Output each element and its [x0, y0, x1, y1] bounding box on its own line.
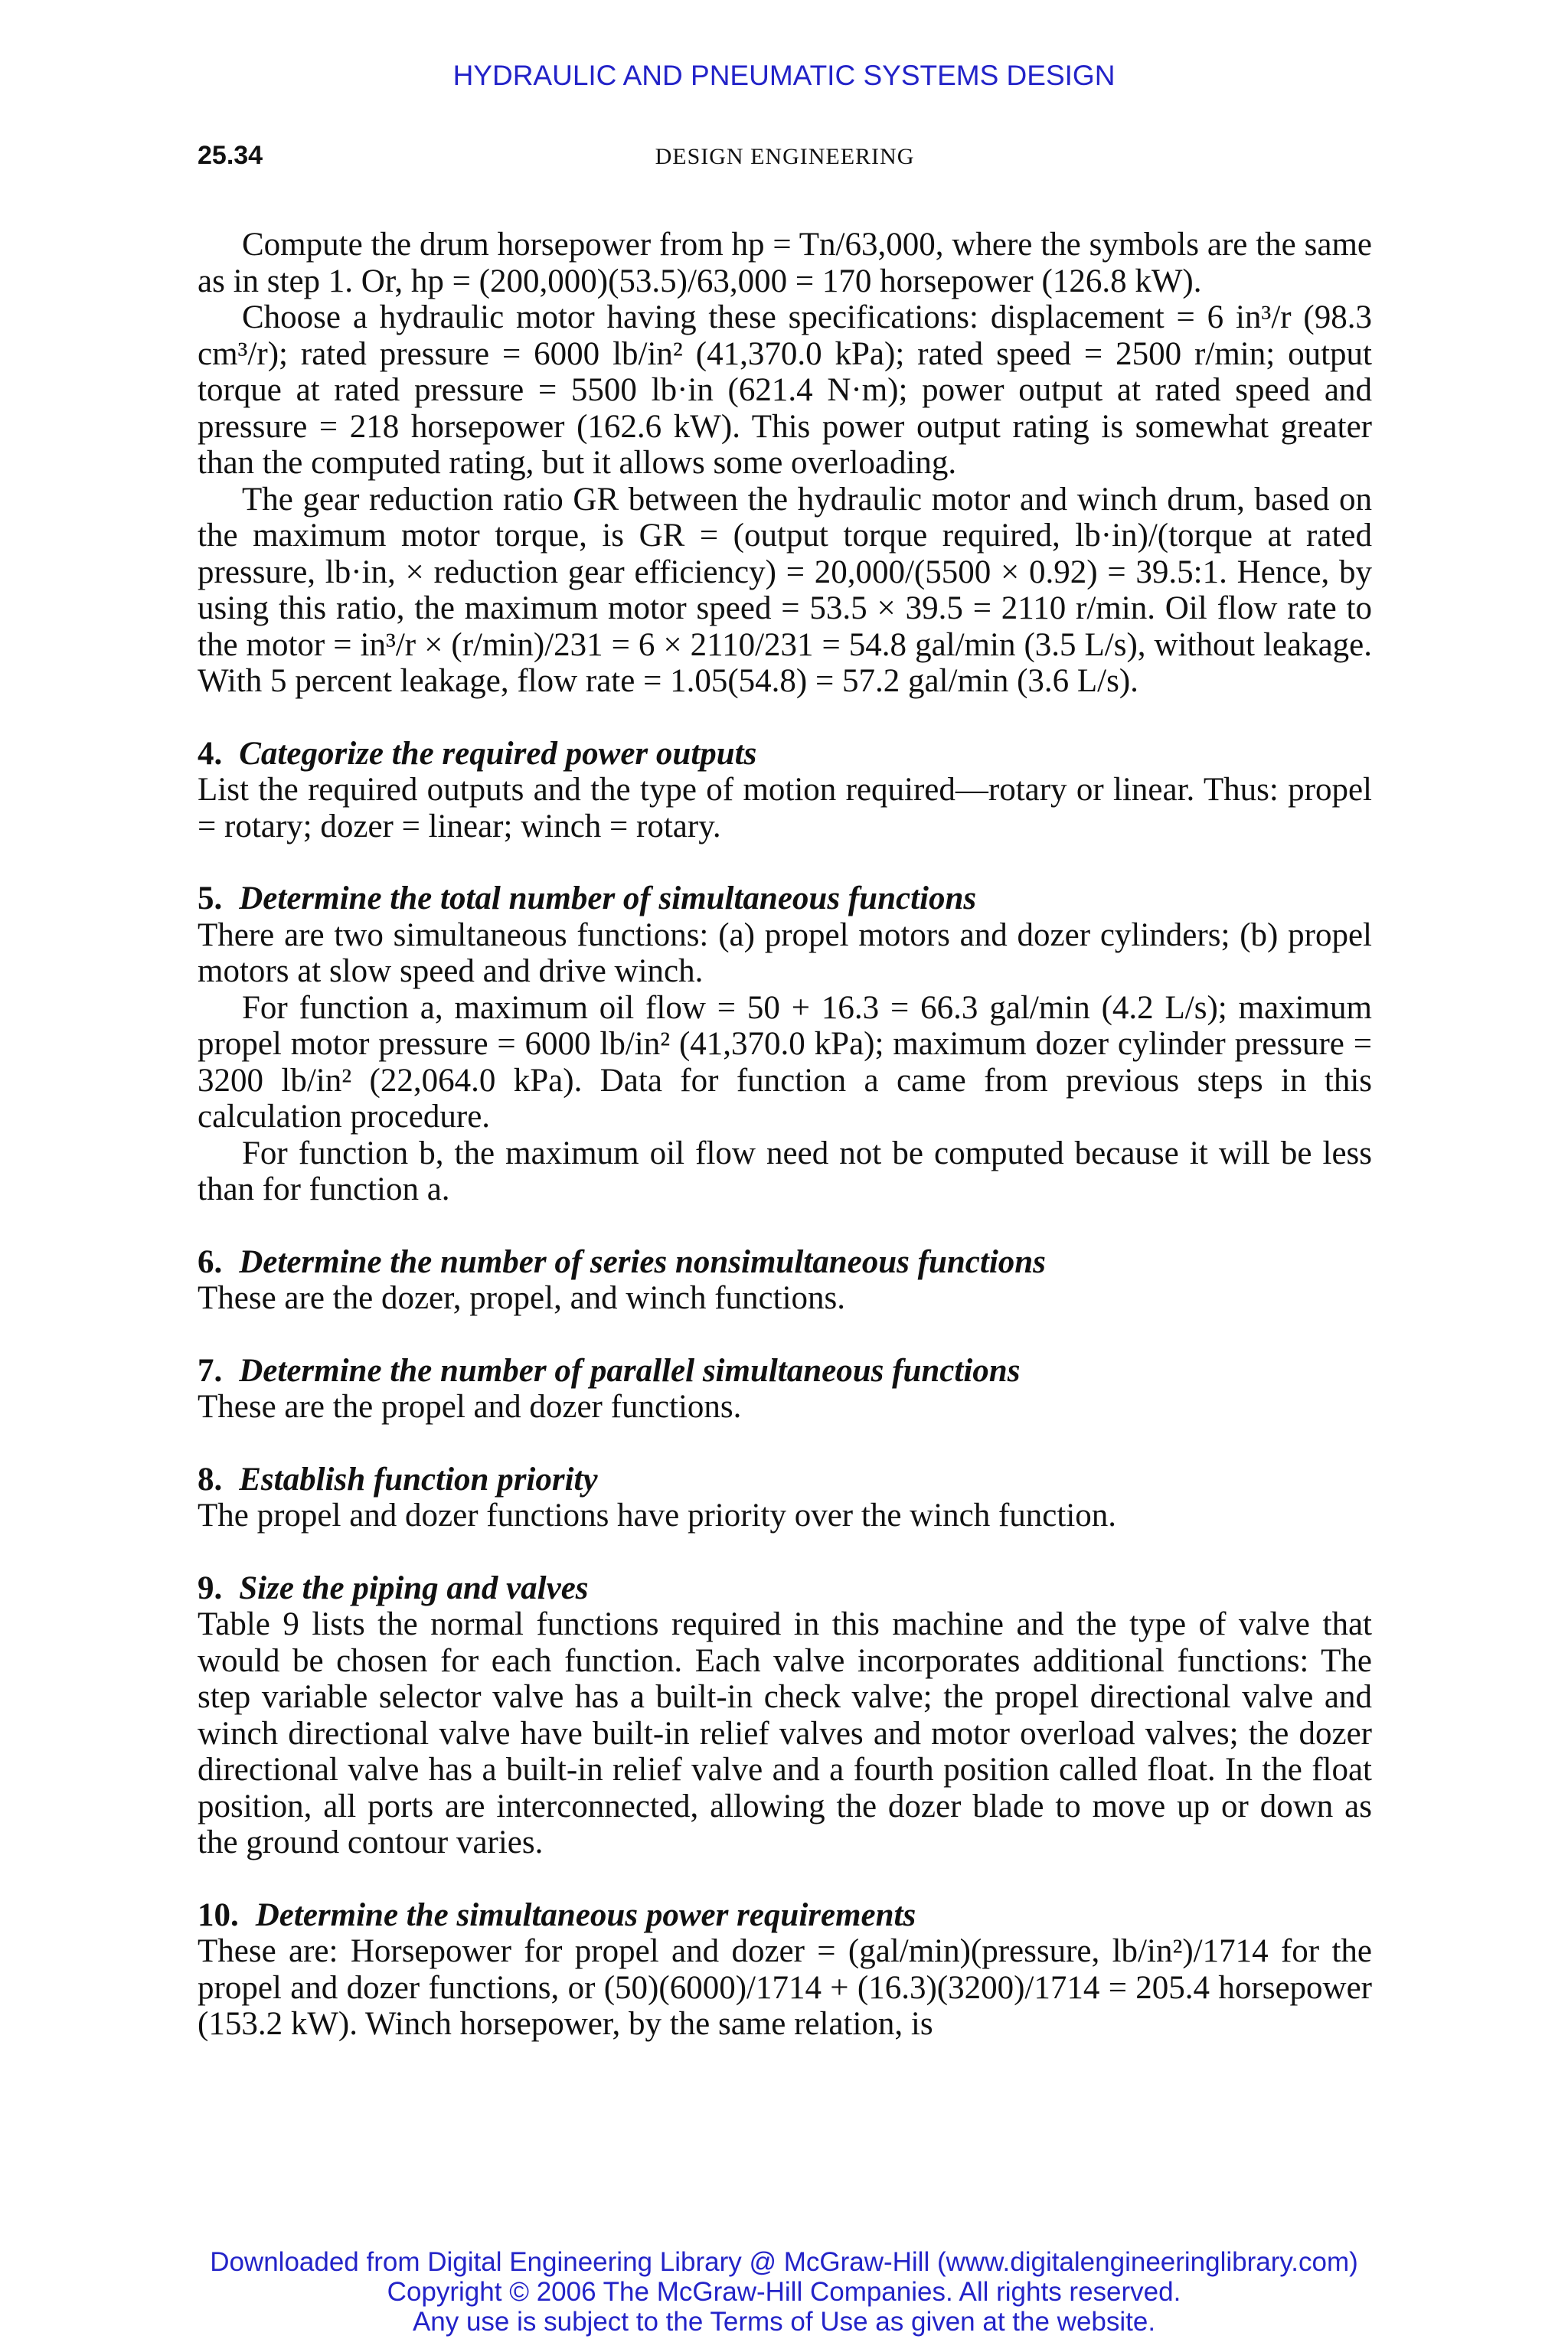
- body-paragraph: These are the propel and dozer functions.: [198, 1389, 742, 1425]
- body-paragraph: These are: Horsepower for propel and dozer = (gal/min)(pressure, lb/in²)/1714 for the propel and dozer functions, or (50)(6000)/1714 + (16.3)(3200)/1714 = 205.4 horsepower (153.2 kW). Winch horsepower, by the same relation, is: [198, 1933, 1372, 2042]
- body-paragraph: For function b, the maximum oil flow need not be computed because it will be less than for function a.: [198, 1135, 1372, 1207]
- step-number: 10.: [198, 1896, 239, 1933]
- step-heading: [198, 736, 1372, 773]
- copyright-notice: Copyright © 2006 The McGraw-Hill Companies. All rights reserved.: [387, 2277, 1181, 2307]
- body-paragraph: For function a, maximum oil flow = 50 + 16.3 = 66.3 gal/min (4.2 L/s); maximum propel motor pressure = 6000 lb/in² (41,370.0 kPa); maximum dozer cylinder pressure = 3200 lb/in² (22,064.0 kPa). Data for function a came from previous steps in this calculation procedure.: [198, 989, 1372, 1135]
- body-paragraph: Choose a hydraulic motor having these specifications: displacement = 6 in³/r (98.3 cm³/r); rated pressure = 6000 lb/in² (41,370.0 kPa); rated speed = 2500 r/min; output torque at rated pressure = 5500 lb·in (621.4 N·m); power output at rated speed and pressure = 218 horsepower (162.6 kW). This power output rating is somewhat greater than the computed rating, but it allows some overloading.: [198, 299, 1372, 481]
- step-heading: [198, 1353, 1372, 1390]
- body-paragraph: The gear reduction ratio GR between the hydraulic motor and winch drum, based on the maximum motor torque, is GR = (output torque required, lb·in)/(torque at rated pressure, lb·in, × reduction gear efficiency) = 20,000/(5500 × 0.92) = 39.5:1. Hence, by using this ratio, the maximum motor speed = 53.5 × 39.5 = 2110 r/min. Oil flow rate to the motor = in³/r × (r/min)/231 = 6 × 2110/231 = 54.8 gal/min (3.5 L/s), without leakage. With 5 percent leakage, flow rate = 1.05(54.8) = 57.2 gal/min (3.6 L/s).: [198, 481, 1372, 699]
- body-paragraph: List the required outputs and the type of motion required—rotary or linear. Thus: propel = rotary; dozer = linear; winch = rotary.: [198, 772, 1372, 844]
- body-paragraph: There are two simultaneous functions: (a) propel motors and dozer cylinders; (b) propel motors at slow speed and drive winch.: [198, 916, 1372, 989]
- step-heading: [198, 1897, 1372, 1934]
- page-number: 25.34: [198, 141, 263, 170]
- step-7: [198, 1353, 1372, 1426]
- page-body: [198, 227, 1372, 2043]
- body-paragraph: Table 9 lists the normal functions required in this machine and the type of valve that would be chosen for each function. Each valve incorporates additional functions: The step variable selector valve has a built-in check valve; the propel directional valve and winch directional valve have built-in relief valves and motor overload valves; the dozer directional valve has a built-in relief valve and a fourth position called float. In the float position, all ports are interconnected, allowing the dozer blade to move up or down as the ground contour varies.: [198, 1606, 1372, 1860]
- body-paragraph: These are the dozer, propel, and winch functions.: [198, 1280, 846, 1316]
- step-title: Determine the number of series nonsimultaneous functions: [239, 1243, 1046, 1280]
- step-5: [198, 880, 1372, 1208]
- step-number: 5.: [198, 880, 223, 916]
- step-8: [198, 1462, 1372, 1534]
- step-6: [198, 1244, 1372, 1317]
- step-10: [198, 1897, 1372, 2043]
- step-title: Determine the simultaneous power requirements: [255, 1896, 916, 1933]
- step-number: 9.: [198, 1570, 223, 1606]
- step-number: 7.: [198, 1352, 223, 1389]
- step-number: 8.: [198, 1461, 223, 1498]
- step-heading: [198, 880, 1372, 917]
- step-number: 6.: [198, 1243, 223, 1280]
- terms-notice: Any use is subject to the Terms of Use as given at the website.: [412, 2307, 1156, 2337]
- running-head: [198, 141, 1372, 179]
- book-title: DESIGN ENGINEERING: [655, 144, 915, 169]
- footer-notice: [0, 2247, 1568, 2337]
- body-paragraph: The propel and dozer functions have priority over the winch function.: [198, 1498, 1117, 1534]
- step-9: [198, 1570, 1372, 1861]
- step-heading: [198, 1462, 1372, 1498]
- step-title: Establish function priority: [239, 1461, 598, 1498]
- download-notice: Downloaded from Digital Engineering Library @ McGraw-Hill (www.digitalengineeringlibrary.com): [210, 2247, 1358, 2277]
- step-number: 4.: [198, 735, 223, 772]
- step-title: Size the piping and valves: [239, 1570, 589, 1606]
- step-heading: [198, 1570, 1372, 1607]
- step-title: Determine the number of parallel simultaneous functions: [239, 1352, 1021, 1389]
- step-title: Determine the total number of simultaneous functions: [239, 880, 977, 916]
- step-4: [198, 736, 1372, 845]
- body-paragraph: Compute the drum horsepower from hp = Tn/63,000, where the symbols are the same as in step 1. Or, hp = (200,000)(53.5)/63,000 = 170 horsepower (126.8 kW).: [198, 227, 1372, 299]
- step-heading: [198, 1244, 1372, 1281]
- step-title: Categorize the required power outputs: [239, 735, 757, 772]
- chapter-banner: HYDRAULIC AND PNEUMATIC SYSTEMS DESIGN: [452, 60, 1116, 91]
